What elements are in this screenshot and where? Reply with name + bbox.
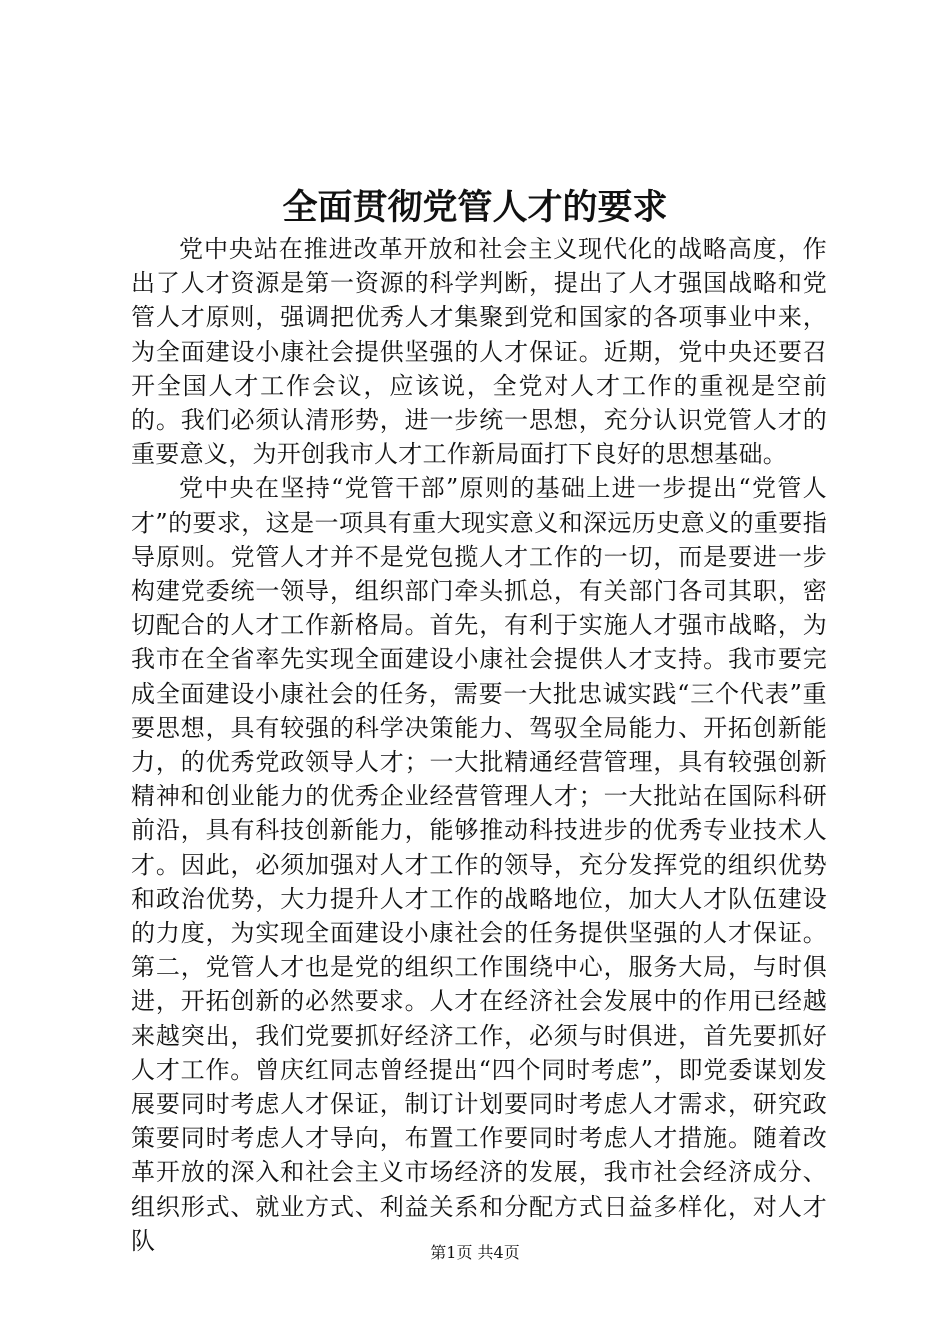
page-number-footer: 第1页 共4页 bbox=[430, 1243, 520, 1262]
body-paragraph-2: 党中央在坚持“党管干部”原则的基础上进一步提出“党管人才”的要求，这是一项具有重大现实意义和深远历史意义的重要指导原则。党管人才并不是党包揽人才工作的一切，而是要进一步构建党委统一领导，组织部门牵头抓总，有关部门各司其职，密切配合的人才工作新格局。首先，有利于实施人才强市战略，为我市在全省率先实现全面建设小康社会提供人才支持。我市要完成全面建设小康社会的任务，需要一大批忠诚实践“三个代表”重要思想，具有较强的科学决策能力、驾驭全局能力、开拓创新能力，的优秀党政领导人才；一大批精通经营管理，具有较强创新精神和创业能力的优秀企业经营管理人才；一大批站在国际科研前沿，具有科技创新能力，能够推动科技进步的优秀专业技术人才。因此，必须加强对人才工作的领导，充分发挥党的组织优势和政治优势，大力提升人才工作的战略地位，加大人才队伍建设的力度，为实现全面建设小康社会的任务提供坚强的人才保证。第二，党管人才也是党的组织工作围绕中心，服务大局，与时俱进，开拓创新的必然要求。人才在经济社会发展中的作用已经越来越突出，我们党要抓好经济工作，必须与时俱进，首先要抓好人才工作。曾庆红同志曾经提出“四个同时考虑”，即党委谋划发展要同时考虑人才保证，制订计划要同时考虑人才需求，研究政策要同时考虑人才导向，布置工作要同时考虑人才措施。随着改革开放的深入和社会主义市场经济的发展，我市社会经济成分、组织形式、就业方式、利益关系和分配方式日益多样化，对人才队 bbox=[131, 474, 827, 1255]
document-body bbox=[131, 232, 827, 1258]
document-title: 全面贯彻党管人才的要求 bbox=[282, 187, 668, 228]
body-paragraph-1: 党中央站在推进改革开放和社会主义现代化的战略高度，作出了人才资源是第一资源的科学判断，提出了人才强国战略和党管人才原则，强调把优秀人才集聚到党和国家的各项事业中来，为全面建设小康社会提供坚强的人才保证。近期，党中央还要召开全国人才工作会议，应该说，全党对人才工作的重视是空前的。我们必须认清形势，进一步统一思想，充分认识党管人才的重要意义，为开创我市人才工作新局面打下良好的思想基础。 bbox=[131, 235, 827, 469]
